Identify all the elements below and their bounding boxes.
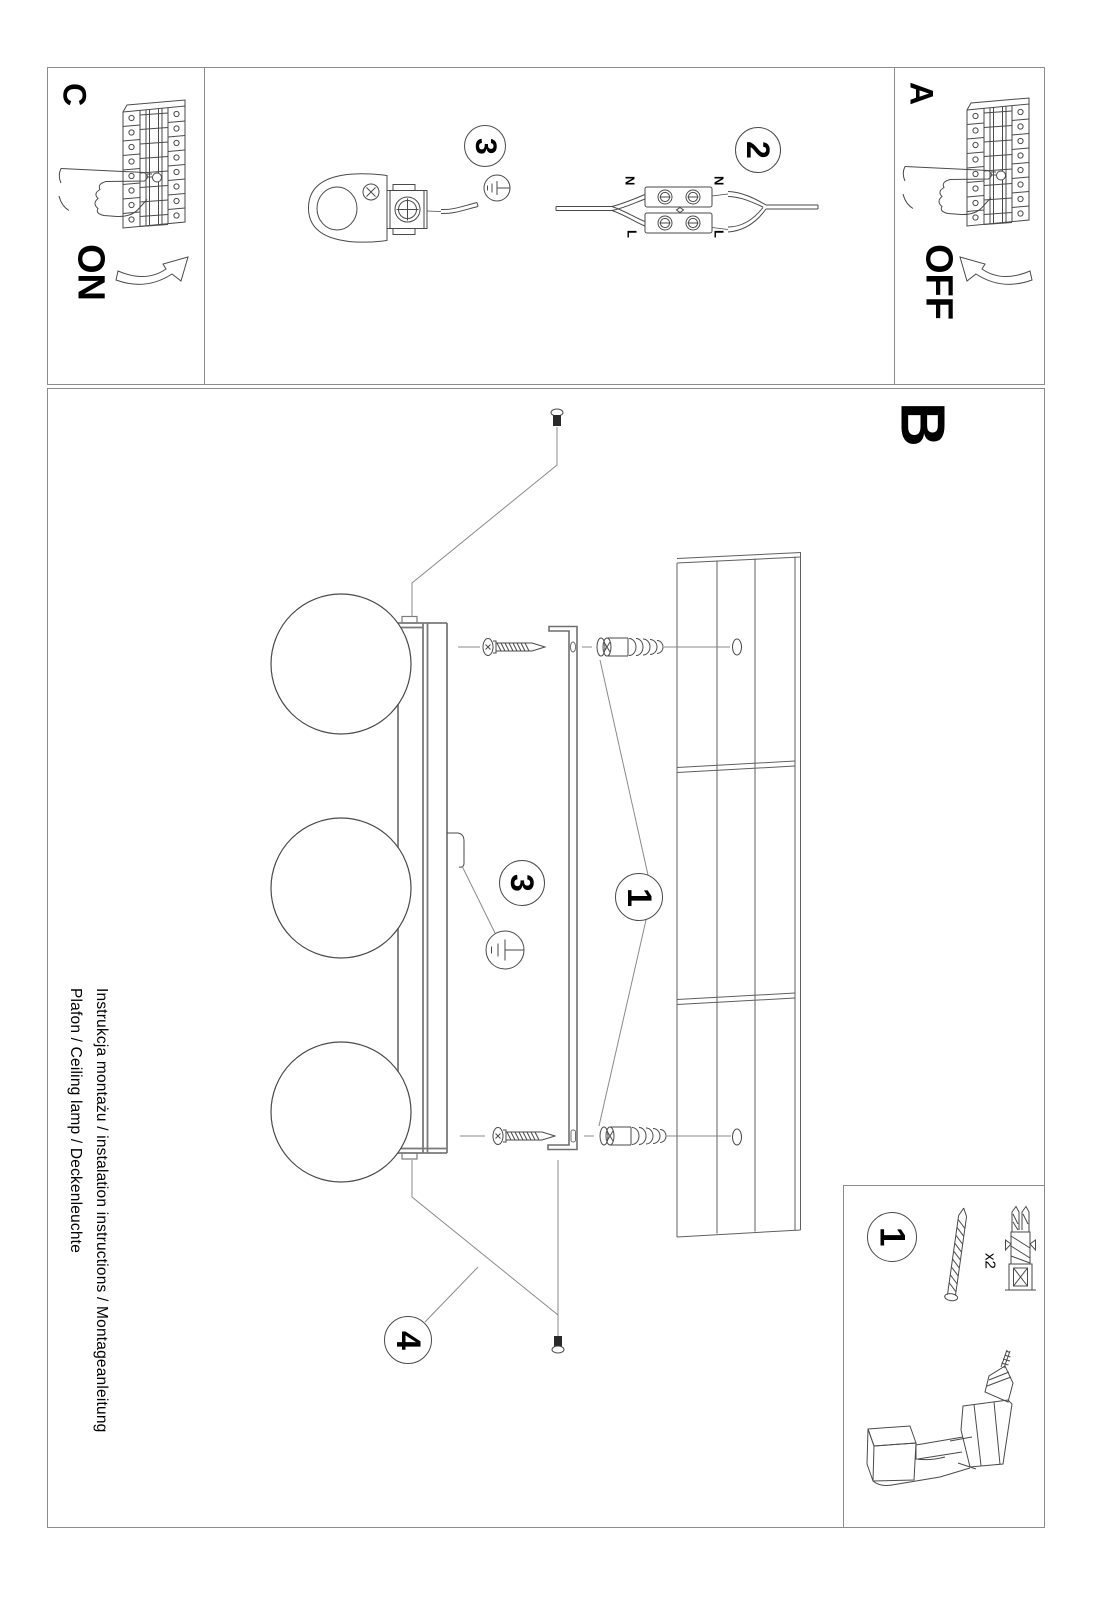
- earth-ground-icon: [486, 931, 524, 969]
- earth-ground-icon: [484, 175, 510, 201]
- step-3-badge: [499, 860, 545, 906]
- drill-hole: [733, 1129, 742, 1145]
- leader-lines: [458, 647, 731, 1136]
- sheet-title-line2: Plafon / Ceiling lamp / Deckenleuchte: [67, 988, 84, 1254]
- sheet-title: [62, 988, 114, 1432]
- wire-label-l-right: L: [711, 230, 727, 238]
- curved-arrow-icon: [116, 257, 188, 284]
- step-number: 1: [872, 1227, 912, 1247]
- terminal-block-icon: [556, 187, 818, 233]
- mounting-bracket-icon: [548, 627, 577, 1150]
- switch-on-label: ON: [69, 243, 112, 301]
- screw-icon: [944, 1207, 970, 1301]
- screw-icon: [493, 1128, 555, 1145]
- wire-label-n-right: N: [711, 176, 727, 186]
- wire-label-l-left: L: [624, 230, 640, 238]
- step-3-badge: [464, 125, 506, 167]
- screw-icon: [483, 639, 545, 656]
- earth-wire-hook: [447, 833, 464, 867]
- section-a-label: A: [903, 82, 940, 106]
- lamp-holder-icon: [308, 174, 478, 242]
- step-4-badge: [384, 1316, 432, 1364]
- section-b-label: B: [887, 401, 957, 447]
- ceiling-panel-icon: [677, 553, 801, 1238]
- step-1-badge: [615, 873, 663, 921]
- circuit-breaker-icon: [59, 100, 185, 228]
- wall-plug-icon: [597, 638, 663, 656]
- drill-hole: [733, 639, 742, 655]
- ceiling-lamp-icon: [271, 594, 411, 1182]
- step-number: 1: [620, 887, 658, 907]
- wire-label-n-left: N: [622, 176, 638, 186]
- section-c-label: C: [56, 83, 93, 107]
- wall-plug-icon: [600, 1127, 666, 1145]
- circuit-breaker-icon: [903, 98, 1029, 226]
- step-number: 3: [469, 137, 502, 155]
- kit-step-badge: [867, 1212, 917, 1262]
- sheet-title-line1: Instrukcja montażu / instalation instructions / Montageanleitung: [93, 988, 110, 1433]
- step-number: 3: [504, 874, 540, 892]
- step-2-badge: [735, 127, 781, 173]
- kit-quantity-label: x2: [981, 1253, 999, 1269]
- step-number: 4: [389, 1330, 427, 1350]
- step-number: 2: [740, 141, 776, 159]
- curved-arrow-icon: [960, 257, 1032, 284]
- switch-off-label: OFF: [917, 244, 960, 320]
- wall-plug-icon: [1005, 1207, 1036, 1291]
- drill-icon: [867, 1350, 1013, 1486]
